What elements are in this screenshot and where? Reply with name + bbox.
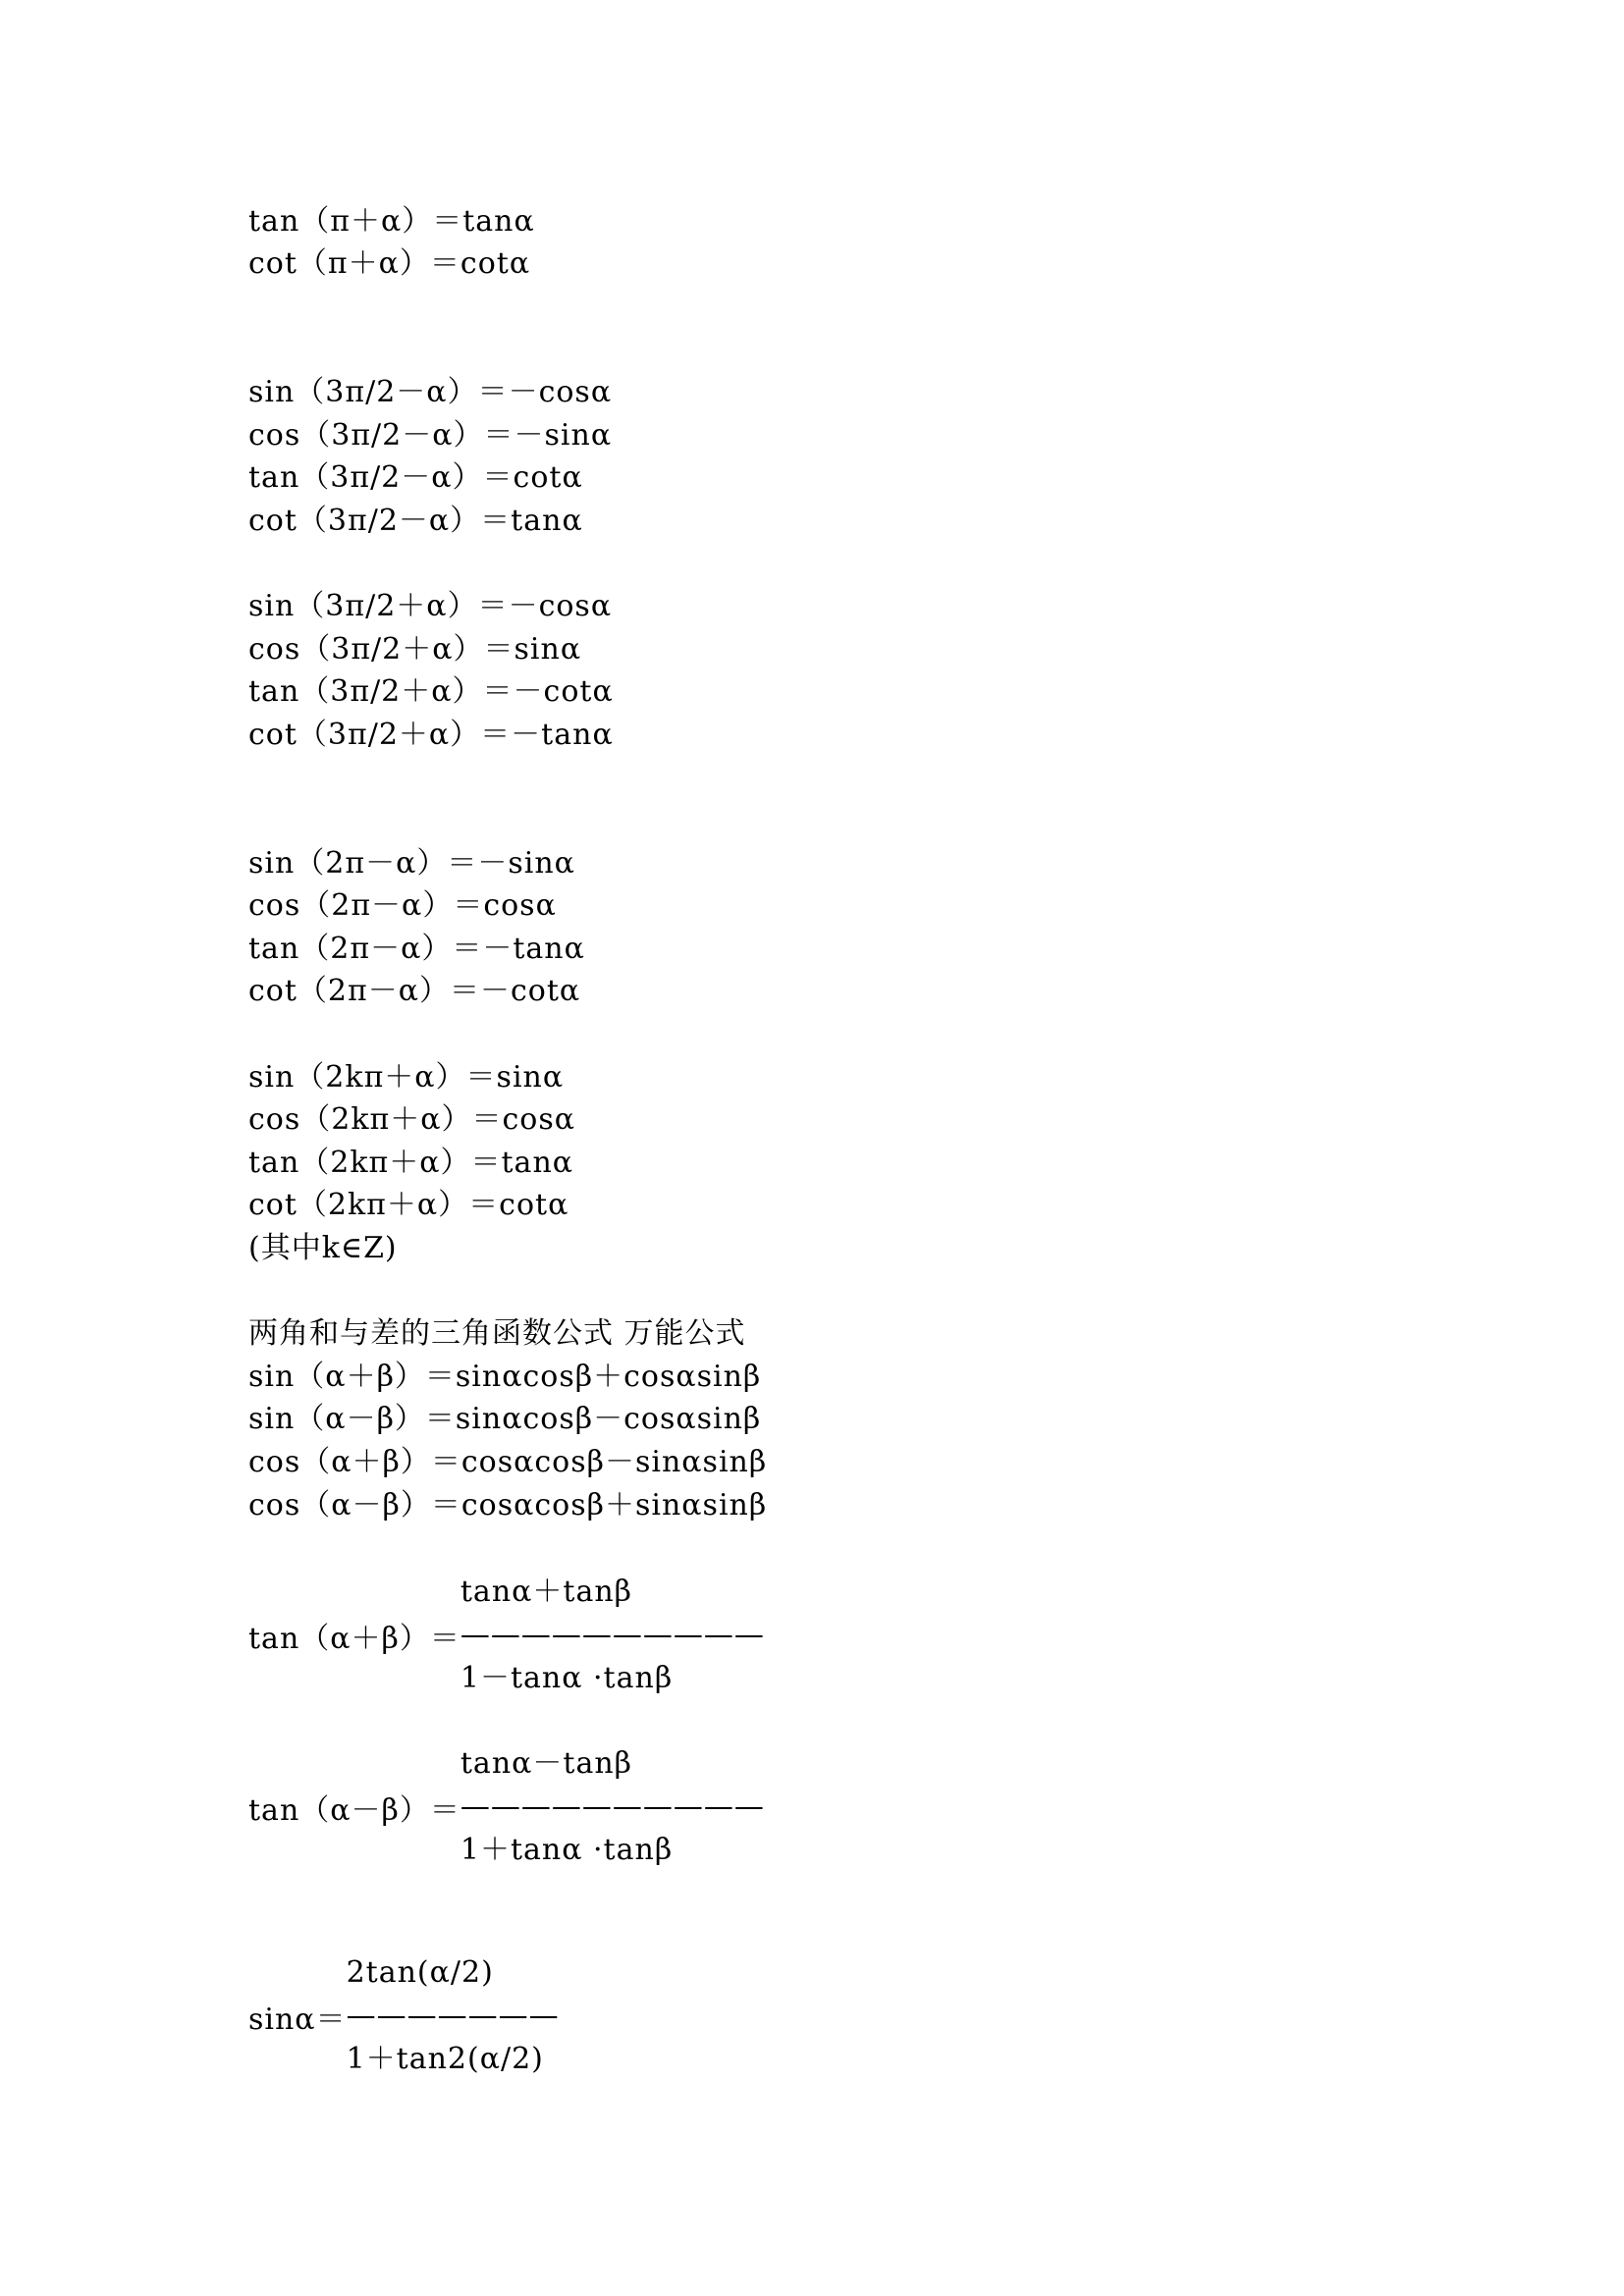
formula-line: sin（2kπ＋α）＝sinα <box>248 1060 565 1095</box>
fraction-formula <box>248 1951 560 2081</box>
formula-line: sin（2π－α）＝－sinα <box>248 846 575 881</box>
fraction-bar: ——————— <box>346 1999 560 2033</box>
fraction-bar: —————————— <box>460 1789 765 1824</box>
fraction-denominator: 1＋tan2(α/2) <box>346 2042 544 2076</box>
formula-line: cos（3π/2－α）＝－sinα <box>248 418 613 453</box>
formula-line: cos（2kπ＋α）＝cosα <box>248 1102 576 1137</box>
fraction-numerator: 2tan(α/2) <box>346 1955 494 1990</box>
formula-line: sin（3π/2＋α）＝－cosα <box>248 589 613 623</box>
fraction-lhs: sinα＝ <box>248 2002 347 2037</box>
formula-line: tan（2kπ＋α）＝tanα <box>248 1146 574 1180</box>
formula-line: cos（2π－α）＝cosα <box>248 888 557 923</box>
formula-line: cos（3π/2＋α）＝sinα <box>248 632 582 667</box>
formula-line: cot（2kπ＋α）＝cotα <box>248 1188 569 1222</box>
fraction-lhs: tan（α＋β）＝ <box>248 1622 460 1656</box>
fraction-formula <box>248 1571 765 1700</box>
fraction-lhs: tan（α－β）＝ <box>248 1793 460 1828</box>
formula-line: cos（α－β）＝cosαcosβ＋sinαsinβ <box>248 1488 768 1522</box>
formula-line: tan（2π－α）＝－tanα <box>248 932 585 966</box>
fraction-bar: —————————— <box>460 1618 765 1652</box>
fraction-body <box>347 1951 560 2081</box>
formula-line: cot（3π/2＋α）＝－tanα <box>248 718 614 752</box>
formula-note: (其中k∈Z) <box>248 1231 398 1265</box>
formula-line: sin（α＋β）＝sinαcosβ＋cosαsinβ <box>248 1360 762 1394</box>
formula-line: sin（α－β）＝sinαcosβ－cosαsinβ <box>248 1402 762 1436</box>
section-heading: 两角和与差的三角函数公式 万能公式 <box>248 1316 746 1351</box>
formula-line: sin（3π/2－α）＝－cosα <box>248 375 613 409</box>
formula-line: cot（π＋α）＝cotα <box>248 246 531 281</box>
fraction-denominator: 1－tanα ·tanβ <box>460 1661 674 1695</box>
formula-line: tan（3π/2－α）＝cotα <box>248 460 583 495</box>
formula-line: cot（3π/2－α）＝tanα <box>248 504 583 538</box>
formula-line: tan（3π/2＋α）＝－cotα <box>248 674 614 709</box>
fraction-formula <box>248 1742 765 1872</box>
fraction-body <box>460 1742 765 1872</box>
formula-line: cot（2π－α）＝－cotα <box>248 974 581 1008</box>
formula-line: cos（α＋β）＝cosαcosβ－sinαsinβ <box>248 1445 768 1479</box>
fraction-numerator: tanα－tanβ <box>460 1746 633 1781</box>
fraction-denominator: 1＋tanα ·tanβ <box>460 1833 674 1867</box>
fraction-body <box>460 1571 765 1700</box>
fraction-numerator: tanα＋tanβ <box>460 1575 633 1609</box>
formula-line: tan（π＋α）＝tanα <box>248 204 535 239</box>
